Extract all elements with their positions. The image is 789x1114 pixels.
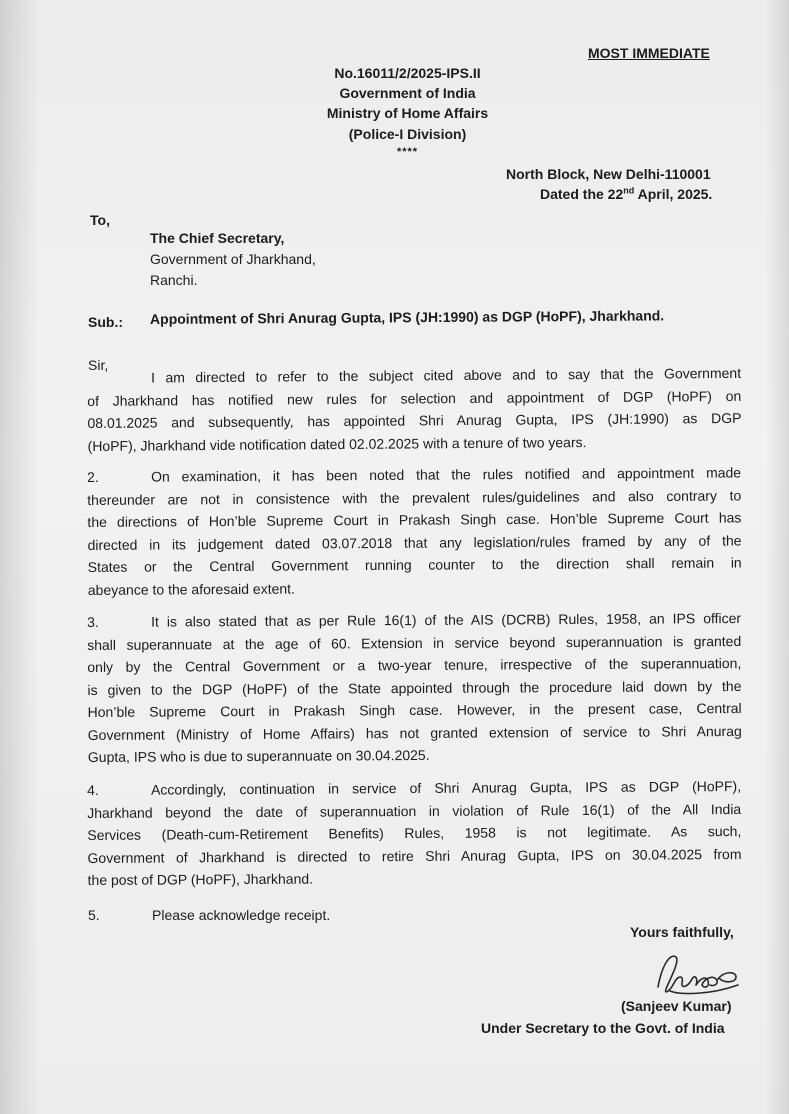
paragraph-line: of Jharkhand has notified new rules for selection and appointment of DGP (HoPF) on [87,387,742,409]
salutation: Sir, [88,357,109,373]
paragraph-line: only by the Central Government or a two-year tenure, irrespective of the superannuation, [87,655,742,675]
paragraph-line: 3. It is also stated that as per Rule 16(1) of the AIS (DCRB) Rules, 1958, an IPS officer [87,607,741,633]
paragraph-line: abeyance to the aforesaid extent. [87,580,295,598]
valediction: Yours faithfully, [630,924,734,940]
signatory-designation: Under Secretary to the Govt. of India [481,1020,725,1036]
paragraph-line: Government (Ministry of Home Affairs) has not granted extension of service to Shri Anurag [87,722,742,743]
paragraph-line: Gupta, IPS who is due to superannuate on 30.04.2025. [87,746,430,765]
paragraph-line: 2. On examination, it has been noted that the rules notified and appointment made [87,461,741,488]
paragraph-line: thereunder are not in consistence with the prevalent rules/guidelines and also contrary to [87,486,742,508]
paragraph-number: 2. [87,468,99,485]
page-shadow-right [765,0,789,1114]
to-label: To, [90,212,110,228]
signature [640,945,750,1001]
subject-label: Sub.: [88,314,123,330]
paragraph-line: Services (Death-cum-Retirement Benefits) Rules, 1958 is not legitimate. As such, [87,823,742,843]
org-ministry: Ministry of Home Affairs [326,105,489,121]
file-number: No.16011/2/2025-IPS.II [334,65,481,81]
place-line: North Block, New Delhi-110001 [506,166,711,182]
paragraph-1 [87,362,742,457]
org-government: Government of India [339,85,476,101]
paragraph-line: is given to the DGP (HoPF) of the State appointed through the procedure laid down by the [87,677,742,698]
addressee-line-3: Ranchi. [150,272,198,288]
paragraph-line: States or the Central Government running counter to the direction shall remain in [87,554,742,575]
paragraph-line: 4. Accordingly, continuation in service of Shri Anurag Gupta, IPS as DGP (HoPF), [87,775,741,801]
paragraph-number: 4. [87,781,99,798]
date-prefix: Dated the 22 [540,186,624,202]
addressee-line-2: Government of Jharkhand, [150,251,316,267]
paragraph-line: the directions of Hon’ble Supreme Court in Prakash Singh case. Hon’ble Supreme Court has [87,509,742,530]
paragraph-line: Hon’ble Supreme Court in Prakash Singh case. However, in the present case, Central [87,700,742,720]
paragraph-4 [87,775,742,891]
subject-text: Appointment of Shri Anurag Gupta, IPS (JH:1990) as DGP (HoPF), Jharkhand. [149,307,665,327]
paragraph-line: shall superannuate at the age of 60. Extension in service beyond superannuation is granted [87,632,742,653]
org-division: (Police-I Division) [348,126,467,142]
paragraph-number: 3. [87,613,99,630]
paragraph-5-number: 5. [88,907,100,923]
paragraph-line: Jharkhand beyond the date of superannuation in violation of Rule 16(1) of the All India [87,800,742,821]
paragraph-line: directed in its judgement dated 03.07.2018 that any legislation/rules framed by any of the [87,531,742,553]
paragraph-2 [87,461,742,601]
paragraph-line: the post of DGP (HoPF), Jharkhand. [87,870,314,888]
date-line [540,185,712,203]
date-suffix: April, 2025. [634,186,713,202]
signatory-name: (Sanjeev Kumar) [621,998,732,1014]
paragraph-line: I am directed to refer to the subject cited above and to say that the Government [151,364,742,386]
paragraph-line: 08.01.2025 and subsequently, has appointed Shri Anurag Gupta, IPS (JH:1990) as DGP [87,409,742,431]
addressee-line-1: The Chief Secretary, [150,230,285,246]
paragraph-5-text: Please acknowledge receipt. [152,907,331,923]
paragraph-line: Government of Jharkhand is directed to retire Shri Anurag Gupta, IPS on 30.04.2025 from [87,845,742,866]
date-ordinal: nd [623,185,635,196]
priority-label: MOST IMMEDIATE [588,45,710,61]
page-shadow-left [0,0,40,1114]
header-separator: **** [396,146,419,158]
paragraph-line: (HoPF), Jharkhand vide notification dated 02.02.2025 with a tenure of two years. [87,433,587,454]
paragraph-3 [87,607,742,768]
